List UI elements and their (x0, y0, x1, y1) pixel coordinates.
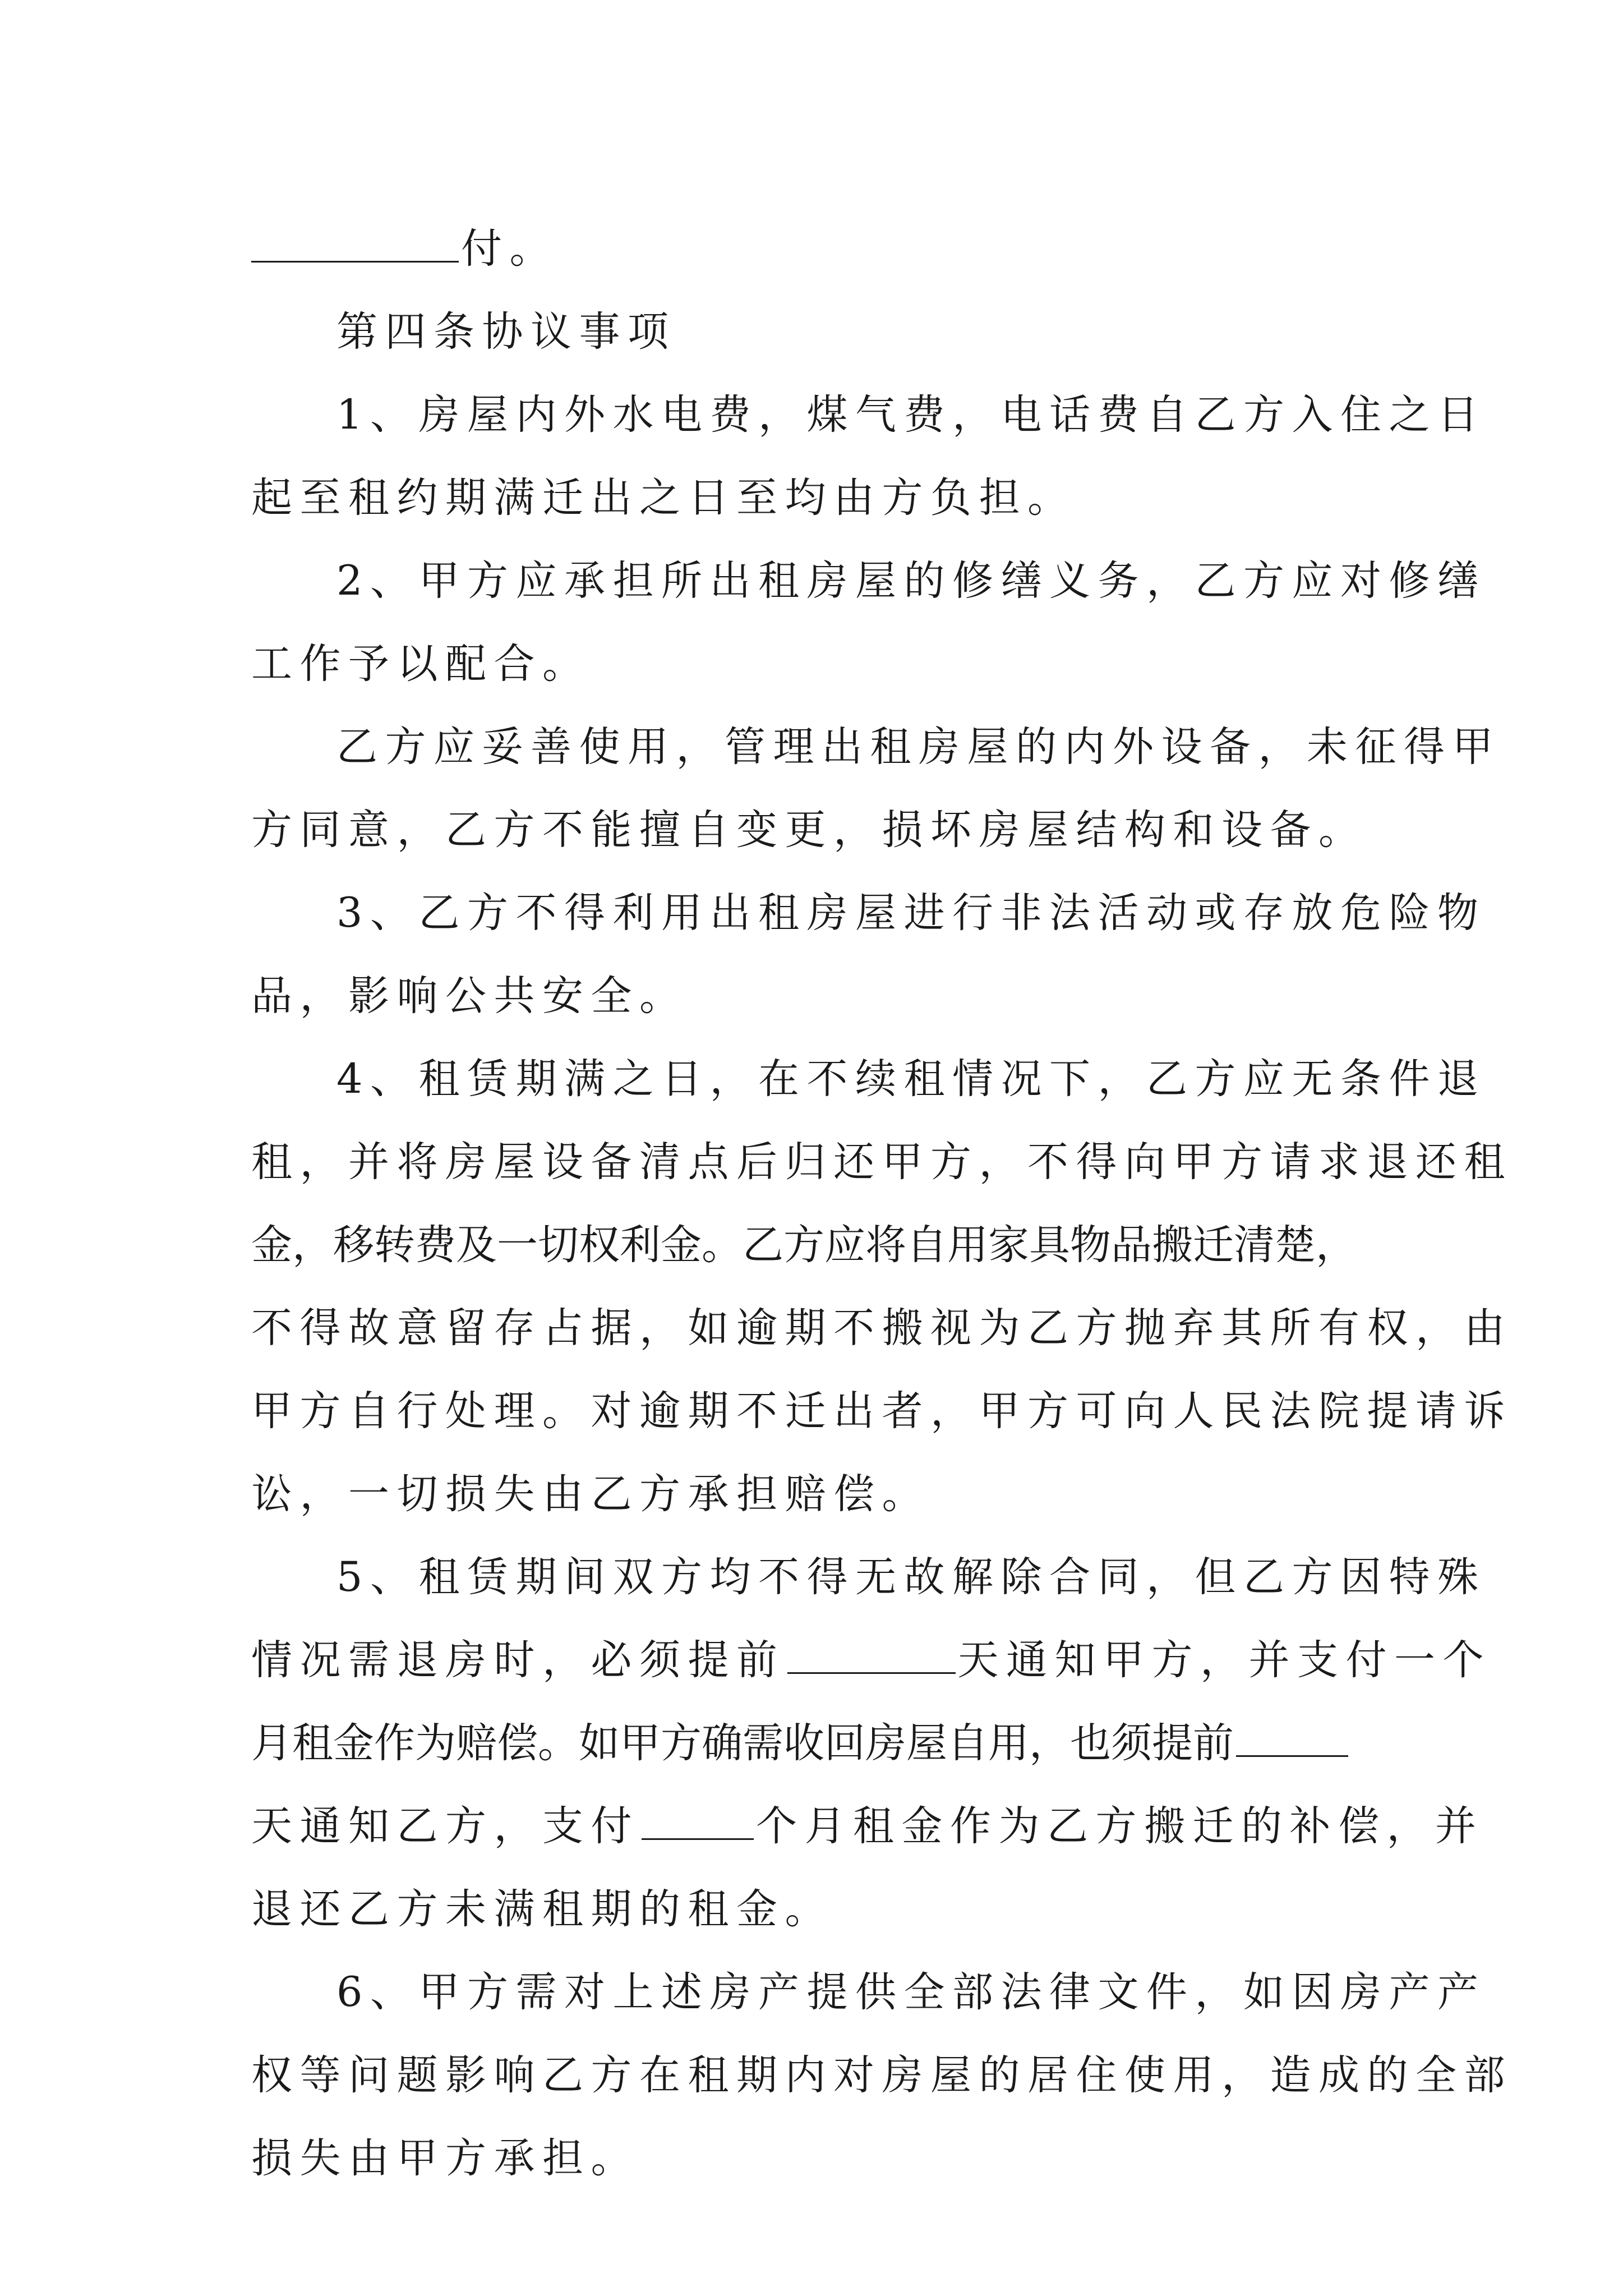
text-line (251, 540, 1486, 623)
line-text: 工作予以配合。 (251, 640, 591, 688)
text-line (251, 1536, 1486, 1619)
line-text: 方同意，乙方不能擅自变更，损坏房屋结构和设备。 (251, 806, 1367, 854)
line-text: 乙方应妥善使用，管理出租房屋的内外设备，未征得甲 (336, 723, 1501, 771)
line-text: 1、房屋内外水电费，煤气费，电话费自乙方入住之日 (336, 391, 1486, 439)
line-text: 5、租赁期间双方均不得无故解除合同，但乙方因特殊 (336, 1553, 1486, 1601)
text-line (251, 1951, 1486, 2034)
text-line (251, 1370, 1513, 1453)
line-text: 情况需退房时，必须提前 (251, 1636, 785, 1684)
line-text: 甲方自行处理。对逾期不迁出者，甲方可向人民法院提请诉 (251, 1387, 1513, 1435)
line-text: 付。 (461, 225, 558, 273)
line-text: 金，移转费及一切权利金。乙方应将自用家具物品搬迁清楚， (251, 1221, 1357, 1269)
line-text: 租，并将房屋设备清点后归还甲方，不得向甲方请求退还租 (251, 1138, 1513, 1186)
text-line (251, 1702, 1384, 1785)
text-line (251, 2034, 1513, 2117)
fill-in-blank (787, 1643, 956, 1674)
line-text: 6、甲方需对上述房产提供全部法律文件，如因房产产 (336, 1968, 1486, 2016)
line-text: 4、租赁期满之日，在不续租情况下，乙方应无条件退 (336, 1055, 1486, 1103)
text-line (251, 457, 1384, 540)
text-line (251, 2117, 1384, 2200)
line-text: 不得故意留存占据，如逾期不搬视为乙方抛弃其所有权，由 (251, 1304, 1513, 1352)
fill-in-blank (642, 1809, 754, 1840)
line-text: 天通知甲方，并支付一个 (957, 1636, 1491, 1684)
text-line (251, 789, 1384, 872)
line-text: 损失由甲方承担。 (251, 2134, 639, 2182)
text-line (251, 872, 1486, 955)
line-text: 权等问题影响乙方在租期内对房屋的居住使用，造成的全部 (251, 2051, 1513, 2099)
fill-in-blank (251, 232, 459, 263)
text-line (251, 1619, 1491, 1702)
text-line (251, 1121, 1513, 1204)
text-line (251, 208, 1384, 291)
text-line (251, 706, 1501, 789)
line-text: 天通知乙方，支付 (251, 1802, 639, 1850)
section-heading (251, 291, 1384, 374)
section-heading-text: 第四条协议事项 (336, 308, 676, 356)
text-line (251, 955, 1384, 1038)
fill-in-blank (1236, 1726, 1348, 1757)
line-text: 3、乙方不得利用出租房屋进行非法活动或存放危险物 (336, 889, 1486, 937)
text-line (251, 1785, 1484, 1868)
line-text: 品，影响公共安全。 (251, 972, 688, 1020)
line-text: 月租金作为赔偿。如甲方确需收回房屋自用，也须提前 (251, 1719, 1234, 1767)
line-text: 起至租约期满迁出之日至均由方负担。 (251, 474, 1076, 522)
text-line (251, 374, 1486, 457)
text-line (251, 1287, 1513, 1370)
line-text: 讼，一切损失由乙方承担赔偿。 (251, 1470, 930, 1518)
line-text: 个月租金作为乙方搬迁的补偿，并 (756, 1802, 1484, 1850)
text-line (251, 1868, 1384, 1951)
text-line (251, 1204, 1384, 1287)
document-page (251, 208, 1513, 2200)
line-text: 退还乙方未满租期的租金。 (251, 1885, 833, 1933)
line-text: 2、甲方应承担所出租房屋的修缮义务，乙方应对修缮 (336, 557, 1486, 605)
text-line (251, 1453, 1384, 1536)
text-line (251, 623, 1384, 706)
text-line (251, 1038, 1486, 1121)
